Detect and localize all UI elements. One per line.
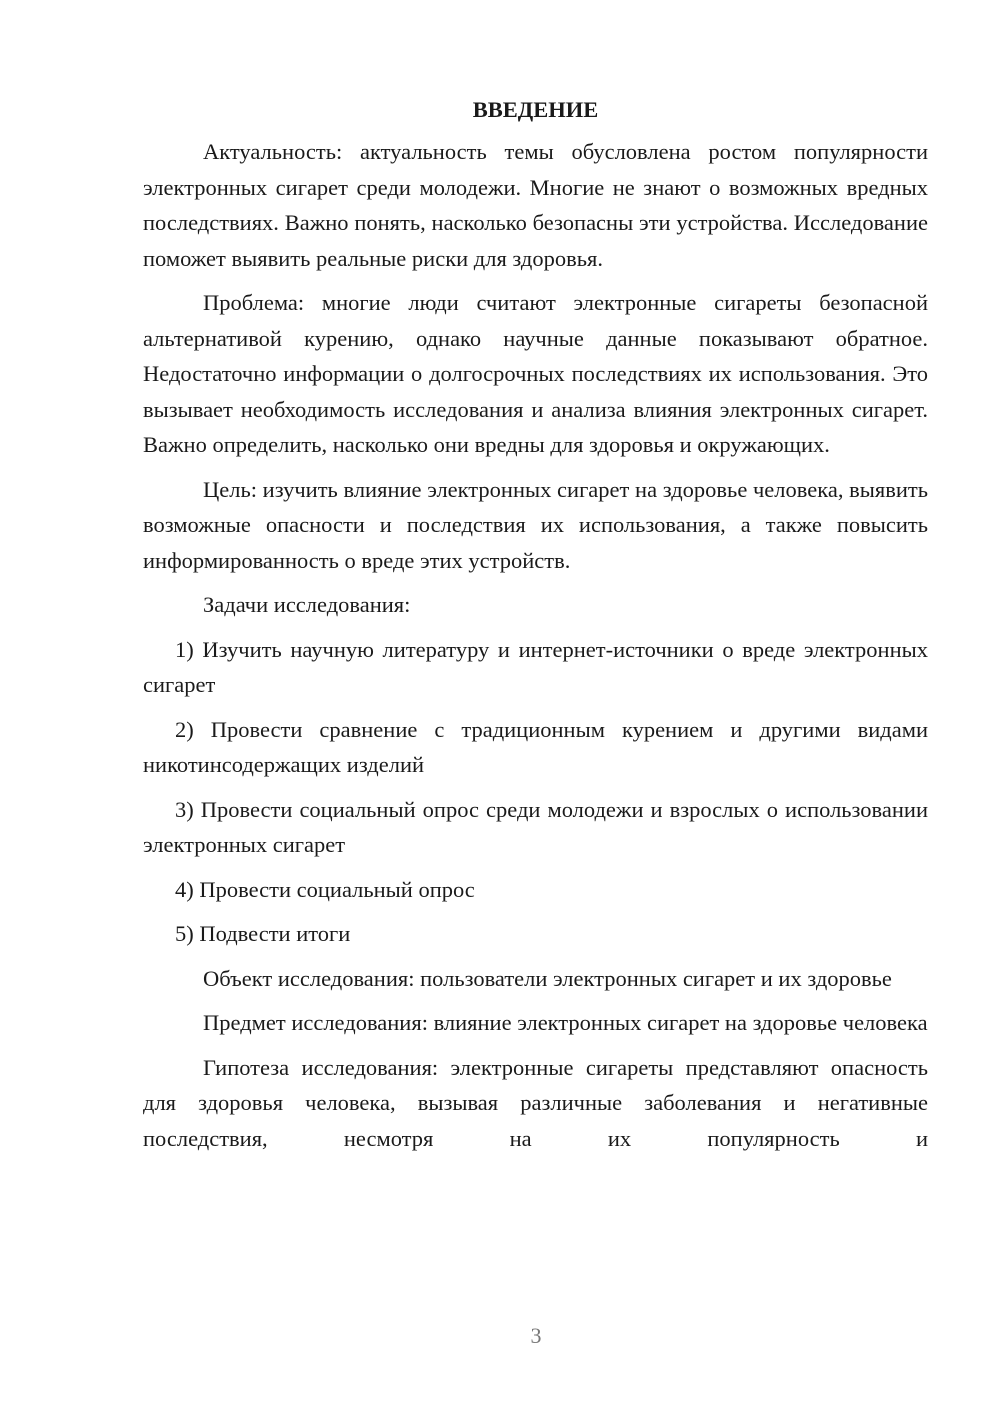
document-page xyxy=(143,92,928,1165)
task-item: 1) Изучить научную литературу и интернет-источники о вреде электронных сигарет xyxy=(143,636,928,697)
hypothesis-paragraph: Гипотеза исследования: электронные сигареты представляют опасность для здоровья человека, вызывая различные заболевания и негативные последствия, несмотря на их популярность и xyxy=(143,1054,928,1151)
tasks-heading: Задачи исследования: xyxy=(203,592,411,617)
task-item: 5) Подвести итоги xyxy=(175,921,351,946)
subject-paragraph: Предмет исследования: влияние электронных сигарет на здоровье человека xyxy=(203,1010,928,1035)
page-number: 3 xyxy=(530,1323,542,1348)
relevance-paragraph: Актуальность: актуальность темы обусловлена ростом популярности электронных сигарет среди молодежи. Многие не знают о возможных вредных последствиях. Важно понять, насколько безопасны эти устройства. Исследование поможет выявить реальные риски для здоровья. xyxy=(143,139,928,271)
task-item: 3) Провести социальный опрос среди молодежи и взрослых о использовании электронных сигарет xyxy=(143,796,928,857)
section-title: ВВЕДЕНИЕ xyxy=(472,97,599,122)
object-paragraph: Объект исследования: пользователи электронных сигарет и их здоровье xyxy=(203,965,892,991)
task-item: 2) Провести сравнение с традиционным курением и другими видами никотинсодержащих изделий xyxy=(143,716,928,777)
problem-paragraph: Проблема: многие люди считают электронные сигареты безопасной альтернативой курению, однако научные данные показывают обратное. Недостаточно информации о долгосрочных последствиях их использования. Это вызывает необходимость исследования и анализа влияния электронных сигарет. Важно определить, насколько они вредны для здоровья и окружающих. xyxy=(143,290,928,457)
task-item: 4) Провести социальный опрос xyxy=(175,876,475,902)
goal-paragraph: Цель: изучить влияние электронных сигарет на здоровье человека, выявить возможные опасности и последствия их использования, а также повысить информированность о вреде этих устройств. xyxy=(143,476,928,573)
